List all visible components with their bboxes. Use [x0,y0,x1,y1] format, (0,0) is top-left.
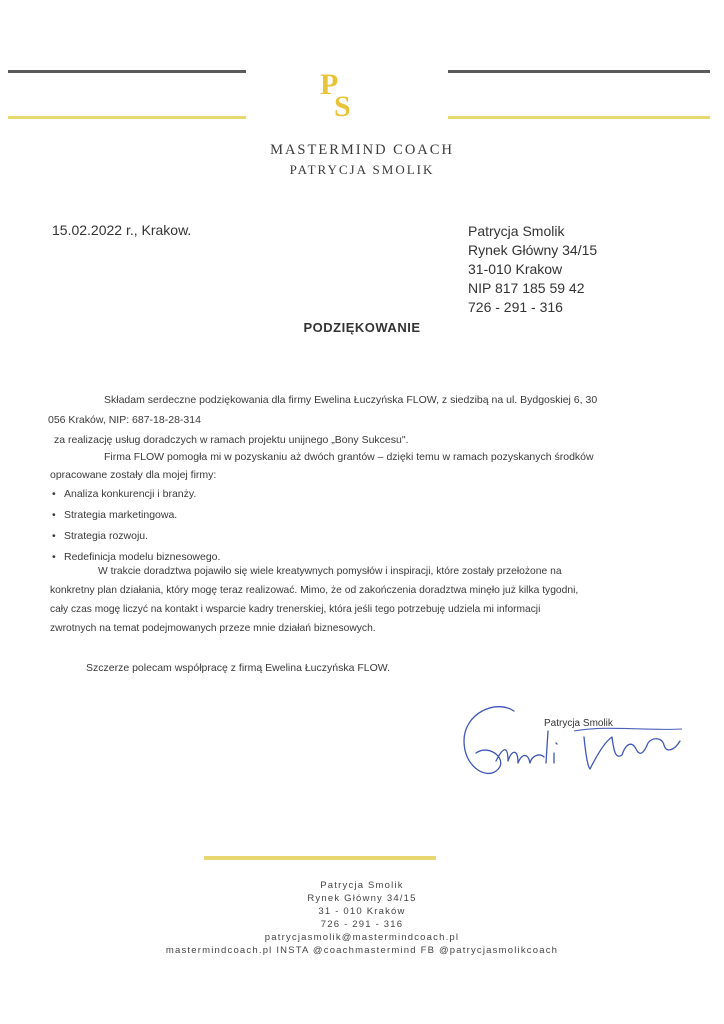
logo-letter-p: P [320,68,339,101]
list-item: • Analiza konkurencji i branży. [52,488,197,500]
header-rule-left-dark [8,70,246,73]
footer-street: Rynek Główny 34/15 [307,893,417,904]
letter-date: 15.02.2022 r., Krakow. [52,222,192,238]
signature-name: Patrycja Smolik [544,718,613,729]
paragraph-3-line: W trakcie doradztwa pojawiło się wiele kreatywnych pomysłów i inspiracji, które zostały przełożone na [98,566,562,577]
brand-name: MASTERMIND COACH [270,142,454,158]
footer-city: 31 - 010 Kraków [318,906,406,917]
paragraph-1-line: 056 Kraków, NIP: 687-18-28-314 [48,414,201,426]
header-rule-left-gold [8,116,246,119]
footer-phone: 726 - 291 - 316 [320,919,404,930]
address-line: NIP 817 185 59 42 [468,280,585,296]
header-rule-right-gold [448,116,710,119]
footer-email: patrycjasmolik@mastermindcoach.pl [264,932,460,943]
address-line: 31-010 Krakow [468,261,563,277]
address-line: 726 - 291 - 316 [468,299,563,315]
list-item: • Redefinicja modelu biznesowego. [52,551,221,563]
letter-title: PODZIĘKOWANIE [303,320,421,335]
address-line: Patrycja Smolik [468,223,565,239]
footer-name: Patrycja Smolik [320,880,404,891]
bullet-icon: • [52,551,56,563]
paragraph-3-line: zwrotnych na temat podejmowanych przeze mnie działań biznesowych. [50,623,376,634]
footer-social: mastermindcoach.pl INSTA @coachmastermind FB @patrycjasmolikcoach [165,945,559,956]
paragraph-2-line: Firma FLOW pomogła mi w pozyskaniu aż dwóch grantów – dzięki temu w ramach pozyskanych środków [104,451,594,463]
sender-address [468,222,597,317]
header-rule-right-dark [448,70,710,73]
list-item: • Strategia marketingowa. [52,509,178,521]
bullet-icon: • [52,488,56,500]
paragraph-3-line: cały czas mogę liczyć na kontakt i wsparcie kadry trenerskiej, która jeśli tego potrzebuję udziela mi informacji [50,604,541,615]
brand-owner: PATRYCJA SMOLIK [289,162,435,177]
paragraph-1-line: za realizację usług doradczych w ramach projektu unijnego „Bony Sukcesu". [54,434,409,446]
list-item: • Strategia rozwoju. [52,530,149,542]
logo-letter-s: S [334,90,351,122]
paragraph-1-line: Składam serdeczne podziękowania dla firmy Ewelina Łuczyńska FLOW, z siedzibą na ul. Bydgoskiej 6, 30 [104,394,598,406]
handwritten-signature [456,697,688,787]
paragraph-2-line: opracowane zostały dla mojej firmy: [50,469,217,481]
deliverables-list [52,488,220,572]
footer-rule-gold [204,856,436,860]
paragraph-3-line: konkretny plan działania, który mogę teraz realizować. Mimo, że od zakończenia doradztwa minęło już kilka tygodni, [50,585,579,596]
ps-monogram-logo [318,64,360,122]
bullet-icon: • [52,530,56,542]
address-line: Rynek Główny 34/15 [468,242,598,258]
closing-recommendation: Szczerze polecam współpracę z firmą Ewelina Łuczyńska FLOW. [86,662,391,674]
bullet-icon: • [52,509,56,521]
